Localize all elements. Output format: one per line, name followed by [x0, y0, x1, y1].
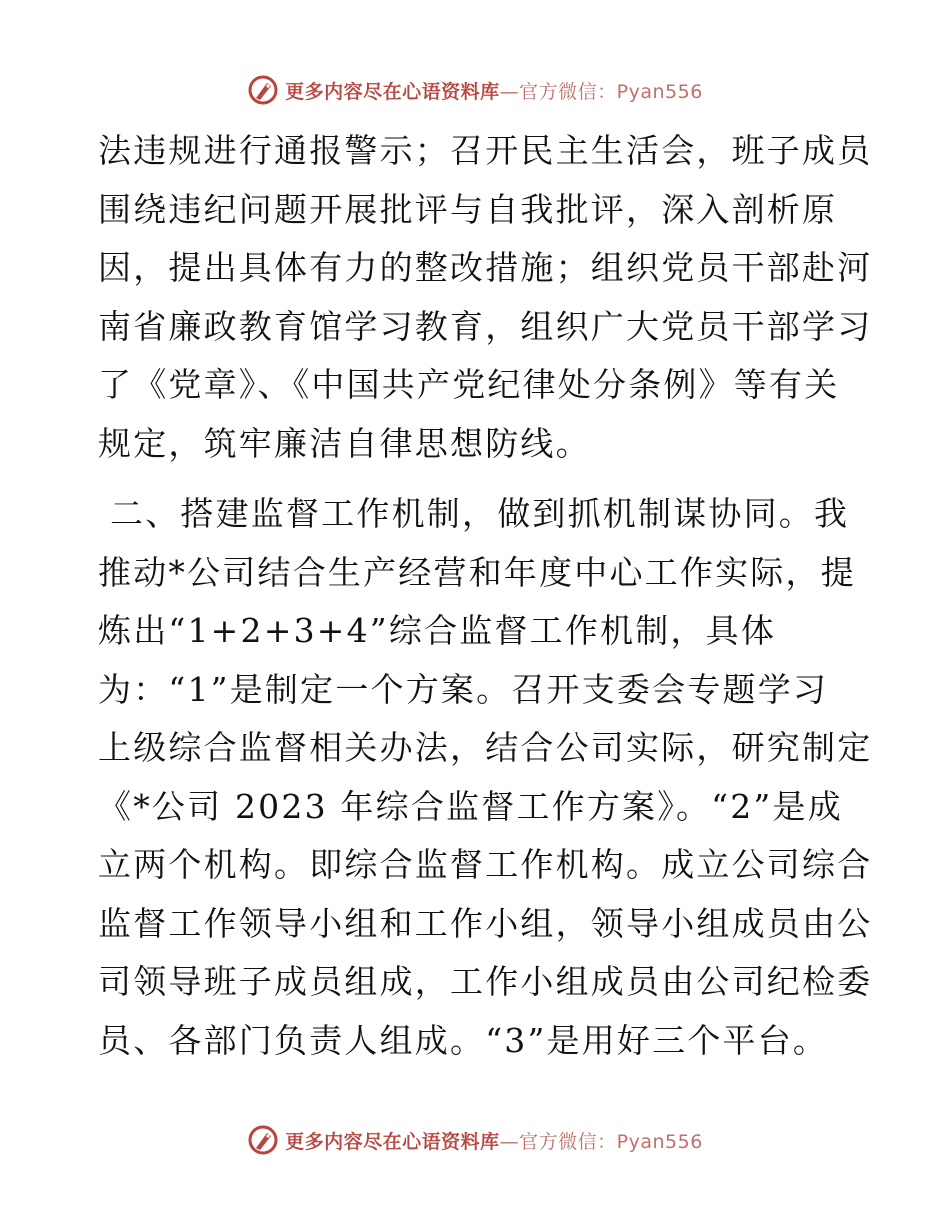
text-line: 上级综合监督相关办法，结合公司实际，研究制定	[98, 728, 873, 767]
paragraph-gap	[98, 473, 858, 485]
watermark-contact: 官方微信：Pyan556	[519, 80, 703, 103]
text-line: 司领导班子成员组成，工作小组成员由公司纪检委	[98, 962, 873, 1001]
document-body	[98, 122, 873, 1070]
paragraph-2	[98, 485, 873, 1070]
text-line: 推动*公司结合生产经营和年度中心工作实际，提	[98, 552, 856, 592]
pen-nib-logo-icon	[247, 1124, 279, 1156]
watermark-text	[285, 1127, 703, 1154]
watermark-text	[285, 77, 703, 104]
header-watermark	[0, 70, 950, 110]
paragraph-1	[98, 122, 873, 473]
text-line: 立两个机构。即综合监督工作机构。成立公司综合	[98, 845, 873, 884]
watermark-site: 更多内容尽在心语资料库	[285, 1130, 500, 1153]
footer-watermark	[0, 1120, 950, 1160]
text-line: 监督工作领导小组和工作小组，领导小组成员由公	[98, 903, 873, 943]
text-line: 因，提出具体有力的整改措施；组织党员干部赴河	[98, 248, 873, 287]
text-line: 《*公司 2023 年综合监督工作方案》。“2”是成	[98, 786, 843, 826]
text-line: 员、各部门负责人组成。“3”是用好三个平台。	[98, 1020, 829, 1060]
watermark-separator: —	[499, 1130, 520, 1153]
text-line: 围绕违纪问题开展批评与自我批评，深入剖析原	[98, 189, 838, 229]
text-line: 炼出“1+2+3+4”综合监督工作机制，具体	[98, 611, 777, 650]
pen-nib-logo-icon	[247, 74, 279, 106]
text-line: 南省廉政教育馆学习教育，组织广大党员干部学习	[98, 306, 873, 346]
watermark-site: 更多内容尽在心语资料库	[285, 80, 500, 103]
watermark-contact: 官方微信：Pyan556	[519, 1130, 703, 1153]
text-line: 为：“1”是制定一个方案。召开支委会专题学习	[98, 669, 829, 709]
text-line: 了《党章》、《中国共产党纪律处分条例》等有关	[98, 365, 840, 404]
text-line: 规定，筑牢廉洁自律思想防线。	[98, 423, 591, 463]
watermark-separator: —	[499, 80, 520, 103]
section-heading-line: 二、搭建监督工作机制，做到抓机制谋协同。我	[110, 494, 850, 533]
text-line: 法违规进行通报警示；召开民主生活会，班子成员	[98, 131, 873, 170]
